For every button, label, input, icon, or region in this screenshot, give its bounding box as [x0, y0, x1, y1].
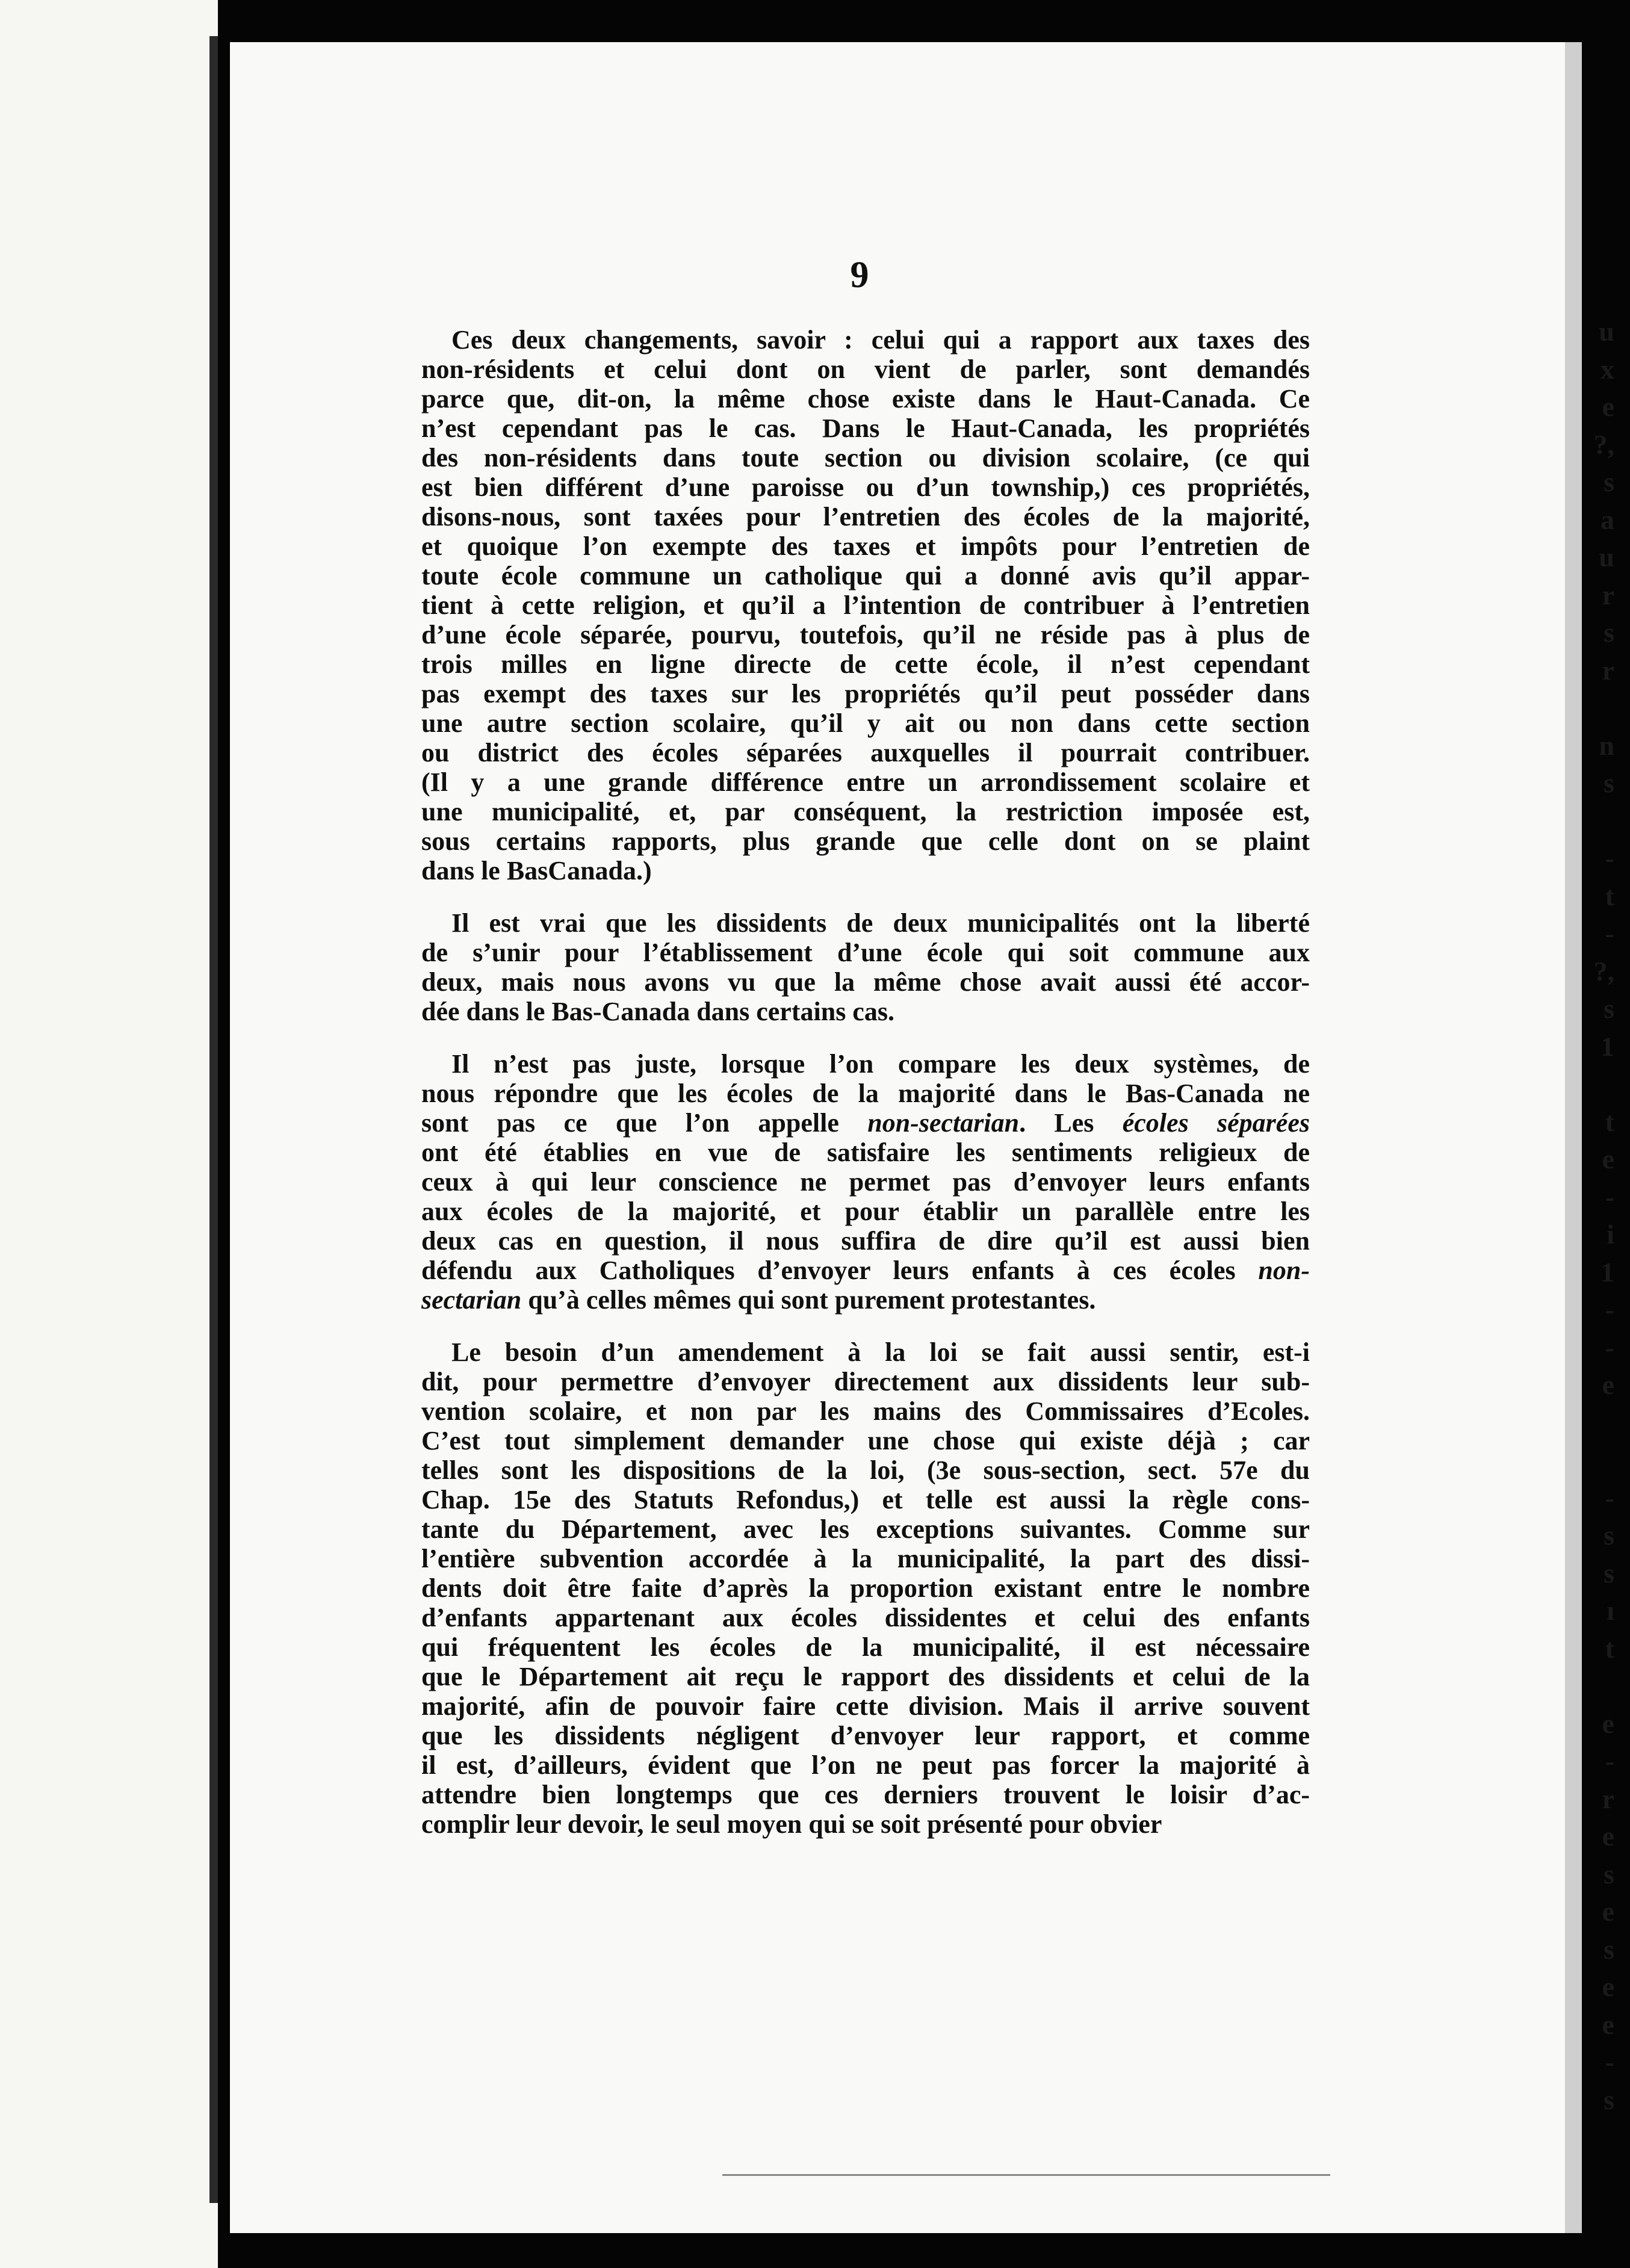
text-run: non-résidents et celui dont on vient de parler, sont demandés [421, 355, 1310, 384]
text-run: défendu aux Catholiques d’envoyer leurs enfants à ces écoles [421, 1256, 1259, 1285]
text-run: Il n’est pas juste, lorsque l’on compare les deux systèmes, de [451, 1049, 1310, 1079]
margin-letter: s [1604, 617, 1614, 648]
margin-letter: s [1604, 466, 1614, 497]
text-line [421, 967, 1310, 997]
text-line [421, 1780, 1310, 1809]
text-line [421, 355, 1310, 384]
text-run: aux écoles de la majorité, et pour établir un parallèle entre les [421, 1197, 1310, 1226]
text-line [421, 1049, 1310, 1079]
text-run: . Les [1019, 1108, 1123, 1138]
italic-term: écoles séparées [1122, 1108, 1310, 1138]
margin-letter: s [1604, 767, 1614, 798]
text-run: dans le BasCanada.) [421, 856, 652, 885]
text-line [421, 797, 1310, 826]
margin-letter: - [1605, 1331, 1614, 1363]
margin-letter [1578, 1442, 1614, 1479]
margin-letter: t [1605, 880, 1614, 911]
text-run: dée dans le Bas-Canada dans certains cas. [421, 997, 894, 1026]
text-line [421, 679, 1310, 708]
margin-letter: ?, [1593, 955, 1614, 987]
text-line [421, 1426, 1310, 1455]
text-line [421, 472, 1310, 502]
text-run: dents doit être faite d’après la proportion existant entre le nombre [421, 1573, 1310, 1603]
text-line [421, 1455, 1310, 1485]
margin-letter: e [1602, 1708, 1614, 1739]
text-run: toute école commune un catholique qui a donné avis qu’il appar- [421, 561, 1310, 590]
text-run: des non-résidents dans toute section ou division scolaire, (ce qui [421, 443, 1310, 472]
text-line [421, 1691, 1310, 1721]
text-run: et quoique l’on exempte des taxes et impôts pour l’entretien de [421, 531, 1310, 561]
text-line [421, 1337, 1310, 1367]
text-line [421, 767, 1310, 797]
margin-letter: - [1605, 1181, 1614, 1212]
text-line [421, 1662, 1310, 1691]
text-run: une autre section scolaire, qu’il y ait ou non dans cette section [421, 708, 1310, 738]
text-line [421, 414, 1310, 443]
margin-letter: a [1601, 504, 1614, 535]
text-line [421, 1750, 1310, 1780]
text-line [421, 1632, 1310, 1662]
margin-letter [1578, 689, 1614, 727]
text-run: C’est tout simplement demander une chose qui existe déjà ; car [421, 1426, 1310, 1455]
margin-letter: e [1602, 1821, 1614, 1851]
text-line [421, 826, 1310, 856]
text-run: complir leur devoir, le seul moyen qui se soit présenté pour obvier [421, 1809, 1162, 1839]
text-run: deux, mais nous avons vu que la même chose avait aussi été accor- [421, 967, 1310, 997]
margin-letter: e [1602, 2009, 1614, 2040]
previous-page-edge [0, 0, 218, 2268]
text-run: ou district des écoles séparées auxquelles il pourrait contribuer. [421, 738, 1310, 767]
margin-letter: u [1599, 316, 1614, 347]
text-run: que le Département ait reçu le rapport des dissidents et celui de la [421, 1662, 1310, 1691]
text-line [421, 1573, 1310, 1603]
text-run: sous certains rapports, plus grande que celle dont on se plaint [421, 826, 1310, 856]
margin-letter: s [1604, 1520, 1614, 1551]
text-line [421, 1721, 1310, 1750]
body-text [421, 325, 1310, 1839]
text-run: d’une école séparée, pourvu, toutefois, qu’il ne réside pas à plus de [421, 620, 1310, 649]
text-line [421, 1514, 1310, 1544]
text-run: disons-nous, sont taxées pour l’entretien des écoles de la majorité, [421, 502, 1310, 531]
margin-letter: - [1605, 918, 1614, 949]
margin-letter: - [1605, 1482, 1614, 1513]
text-line [421, 384, 1310, 414]
italic-term: non-sectarian [867, 1108, 1020, 1138]
margin-letter: s [1604, 1858, 1614, 1889]
text-line [421, 590, 1310, 620]
text-run: attendre bien longtemps que ces derniers trouvent le loisir d’ac- [421, 1780, 1310, 1809]
paragraph [421, 908, 1310, 1026]
margin-letter: 1 [1601, 1030, 1614, 1062]
text-run: ceux à qui leur conscience ne permet pas d’envoyer leurs enfants [421, 1167, 1310, 1197]
text-run: il est, d’ailleurs, évident que l’on ne peut pas forcer la majorité à [421, 1750, 1310, 1780]
text-run: est bien différent d’une paroisse ou d’un township,) ces propriétés, [421, 472, 1310, 502]
text-line [421, 908, 1310, 938]
page-number: 9 [850, 255, 869, 296]
text-run: d’enfants appartenant aux écoles dissidentes et celui des enfants [421, 1603, 1310, 1632]
margin-letter: e [1602, 1369, 1614, 1400]
text-run: vention scolaire, et non par les mains des Commissaires d’Ecoles. [421, 1396, 1310, 1426]
text-run: nous répondre que les écoles de la majorité dans le Bas-Canada ne [421, 1079, 1310, 1108]
text-line [421, 1079, 1310, 1108]
margin-letter [1578, 1065, 1614, 1103]
text-line [421, 738, 1310, 767]
margin-letter: s [1604, 1933, 1614, 1965]
margin-letter: s [1604, 1557, 1614, 1588]
text-run: tient à cette religion, et qu’il a l’intention de contribuer à l’entretien [421, 590, 1310, 620]
text-line [421, 997, 1310, 1026]
text-line [421, 502, 1310, 531]
paragraph [421, 1049, 1310, 1315]
margin-letter: e [1602, 1144, 1614, 1174]
margin-letter [1578, 1404, 1614, 1442]
italic-term: sectarian [421, 1285, 522, 1315]
text-line [421, 1544, 1310, 1573]
margin-letter: e [1602, 1896, 1614, 1927]
text-line [421, 938, 1310, 967]
margin-letter: t [1605, 1632, 1614, 1664]
text-run: dit, pour permettre d’envoyer directement aux dissidents leur sub- [421, 1367, 1310, 1396]
margin-letter: ?, [1593, 429, 1614, 460]
text-run: trois milles en ligne directe de cette école, il n’est cependant [421, 649, 1310, 679]
text-run: Ces deux changements, savoir : celui qui a rapport aux taxes des [451, 325, 1310, 355]
text-run: deux cas en question, il nous suffira de dire qu’il est aussi bien [421, 1226, 1310, 1256]
margin-letter: n [1599, 730, 1614, 761]
bottom-smudge [722, 2174, 1330, 2176]
text-run: n’est cependant pas le cas. Dans le Haut-Canada, les propriétés [421, 414, 1310, 443]
text-run: qu’à celles mêmes qui sont purement protestantes. [521, 1285, 1096, 1315]
margin-letter: r [1602, 654, 1614, 686]
text-line [421, 708, 1310, 738]
text-run: pas exempt des taxes sur les propriétés qu’il peut posséder dans [421, 679, 1310, 708]
text-run: l’entière subvention accordée à la municipalité, la part des dissi- [421, 1544, 1310, 1573]
margin-letter: u [1599, 542, 1614, 572]
margin-letter: e [1602, 391, 1614, 422]
text-line [421, 1138, 1310, 1167]
text-line [421, 561, 1310, 590]
margin-letter: - [1605, 1294, 1614, 1325]
text-run: telles sont les dispositions de la loi, (3e sous-section, sect. 57e du [421, 1455, 1310, 1485]
margin-letter [1578, 802, 1614, 840]
paragraph [421, 1337, 1310, 1839]
text-line [421, 1485, 1310, 1514]
margin-letter: - [1605, 843, 1614, 873]
page-edge-shadow [1565, 42, 1582, 2233]
margin-letter: ı [1607, 1595, 1614, 1626]
previous-page-margin-letters [1578, 313, 1614, 2119]
margin-letter [1578, 1667, 1614, 1705]
text-line [421, 531, 1310, 561]
text-run: Le besoin d’un amendement à la loi se fait aussi sentir, est-i [451, 1337, 1310, 1367]
margin-letter: - [1605, 2046, 1614, 2077]
text-run: majorité, afin de pouvoir faire cette division. Mais il arrive souvent [421, 1691, 1310, 1721]
text-line [421, 1367, 1310, 1396]
margin-letter: 1 [1601, 1256, 1614, 1287]
text-run: (Il y a une grande différence entre un arrondissement scolaire et [421, 767, 1310, 797]
text-line [421, 1396, 1310, 1426]
margin-letter: t [1605, 1106, 1614, 1137]
binding-gutter [209, 36, 218, 2203]
text-run: parce que, dit-on, la même chose existe dans le Haut-Canada. Ce [421, 384, 1310, 414]
margin-letter: s [1604, 2084, 1614, 2115]
text-line [421, 1108, 1310, 1138]
text-line [421, 325, 1310, 355]
text-line [421, 1603, 1310, 1632]
text-line [421, 1256, 1310, 1285]
margin-letter: e [1602, 1971, 1614, 2002]
text-run: qui fréquentent les écoles de la municipalité, il est nécessaire [421, 1632, 1310, 1662]
text-line [421, 1809, 1310, 1839]
text-run: que les dissidents négligent d’envoyer leur rapport, et comme [421, 1721, 1310, 1750]
text-run: une municipalité, et, par conséquent, la restriction imposée est, [421, 797, 1310, 826]
text-run: tante du Département, avec les exceptions suivantes. Comme sur [421, 1514, 1310, 1544]
text-line [421, 1226, 1310, 1256]
margin-letter: r [1602, 1783, 1614, 1814]
text-line [421, 443, 1310, 472]
text-line [421, 649, 1310, 679]
paragraph [421, 325, 1310, 885]
text-line [421, 1285, 1310, 1315]
text-run: Chap. 15e des Statuts Refondus,) et telle est aussi la règle cons- [421, 1485, 1310, 1514]
text-line [421, 1167, 1310, 1197]
text-line [421, 856, 1310, 885]
text-run: Il est vrai que les dissidents de deux municipalités ont la liberté [451, 908, 1310, 938]
text-run: ont été établies en vue de satisfaire les sentiments religieux de [421, 1138, 1310, 1167]
text-line [421, 620, 1310, 649]
margin-letter: s [1604, 993, 1614, 1024]
italic-term: non- [1258, 1256, 1310, 1285]
margin-letter: r [1602, 579, 1614, 610]
text-line [421, 1197, 1310, 1226]
margin-letter: i [1607, 1219, 1614, 1250]
text-run: de s’unir pour l’établissement d’une école qui soit commune aux [421, 938, 1310, 967]
margin-letter: x [1601, 353, 1614, 385]
margin-letter: - [1605, 1746, 1614, 1776]
text-run: sont pas ce que l’on appelle [421, 1108, 868, 1138]
